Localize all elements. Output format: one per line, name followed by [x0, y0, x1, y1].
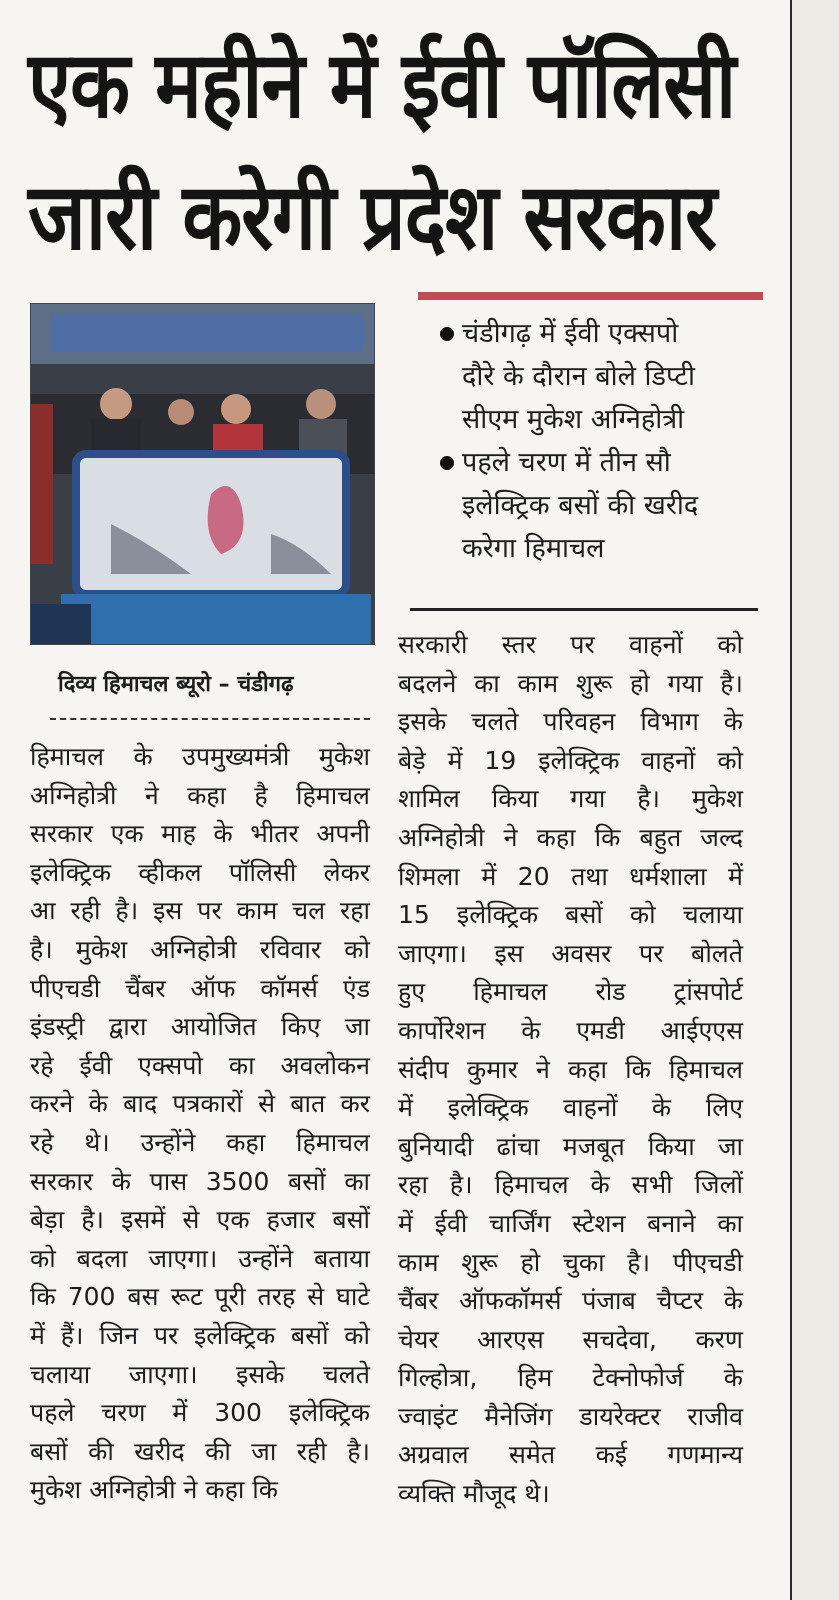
article-column-right — [398, 626, 743, 1514]
article-line: चलाया जाएगा। इसके चलते — [30, 1359, 370, 1389]
article-line: करने के बाद पत्रकारों से बात कर — [30, 1089, 370, 1119]
highlight-line: दौरे के दौरान बोले डिप्टी — [462, 361, 695, 392]
article-line: हिमाचल के उपमुख्यमंत्री मुकेश — [30, 742, 370, 771]
article-line: सरकारी स्तर पर वाहनों को — [398, 630, 743, 659]
headline-line-1: एक महीने में ईवी पॉलिसी — [28, 32, 736, 140]
article-line: गिल्होत्रा, हिम टेक्नोफोर्ज के — [398, 1363, 743, 1393]
article-line: इंडस्ट्री द्वारा आयोजित किए जा — [30, 1012, 370, 1042]
article-line: बेड़े में 19 इलेक्ट्रिक वाहनों को — [398, 745, 743, 775]
article-line: काम शुरू हो चुका है। पीएचडी — [398, 1247, 743, 1277]
article-line: इलेक्ट्रिक व्हीकल पॉलिसी लेकर — [30, 857, 370, 887]
article-line: सरकार एक माह के भीतर अपनी — [30, 819, 370, 849]
article-line: अग्निहोत्री ने कहा है हिमाचल — [30, 780, 370, 810]
article-line: अग्रवाल समेत कई गणमान्य — [398, 1440, 743, 1470]
bullet-icon — [440, 327, 454, 341]
headline-line-2: जारी करेगी प्रदेश सरकार — [28, 164, 717, 272]
article-line: में इलेक्ट्रिक वाहनों के लिए — [398, 1093, 743, 1123]
article-line: सरकार के पास 3500 बसों का — [30, 1166, 370, 1196]
article-line: व्यक्ति मौजूद थे। — [398, 1479, 550, 1509]
highlights — [438, 312, 758, 570]
article-line: बदलने का काम शुरू हो गया है। — [398, 668, 743, 698]
byline-divider — [50, 718, 370, 720]
byline: दिव्य हिमाचल ब्यूरो – चंडीगढ़ — [58, 672, 294, 697]
highlight-line: करेगा हिमाचल — [462, 533, 605, 564]
article-line: कार्पोरेशन के एमडी आईएएस — [398, 1015, 743, 1045]
article-line: बेड़ा है। इसमें से एक हजार बसों — [30, 1205, 370, 1235]
article-line: पीएचडी चैंबर ऑफ कॉमर्स एंड — [30, 973, 370, 1003]
article-line: इसके चलते परिवहन विभाग के — [398, 707, 743, 737]
headline — [28, 20, 768, 284]
highlight-item — [438, 441, 758, 570]
article-line: 15 इलेक्ट्रिक बसों को चलाया — [398, 900, 743, 930]
article-line: जाएगा। इस अवसर पर बोलते — [398, 938, 743, 968]
highlight-line: सीएम मुकेश अग्निहोत्री — [462, 404, 685, 435]
article-column-left — [30, 738, 370, 1510]
highlight-line: चंडीगढ़ में ईवी एक्सपो — [462, 318, 679, 349]
highlight-item — [438, 312, 758, 441]
article-line: आ रही है। इस पर काम चल रहा — [30, 896, 370, 926]
highlight-line: पहले चरण में तीन सौ — [462, 447, 671, 478]
article-line: कि 700 बस रूट पूरी तरह से घाटे — [30, 1282, 370, 1312]
article-line: रहे थे। उन्होंने कहा हिमाचल — [30, 1127, 370, 1157]
highlight-line: इलेक्ट्रिक बसों की खरीद — [462, 490, 699, 521]
article-line: शिमला में 20 तथा धर्मशाला में — [398, 861, 743, 891]
news-photo — [30, 303, 375, 645]
article-line: चैंबर ऑफकॉमर्स पंजाब चैप्टर के — [398, 1286, 743, 1316]
article-line: में ईवी चार्जिंग स्टेशन बनाने का — [398, 1208, 743, 1238]
article-line: बसों की खरीद की जा रही है। — [30, 1436, 370, 1466]
article-line: बुनियादी ढांचा मजबूत किया जा — [398, 1131, 743, 1161]
article-line: चेयर आरएस सचदेवा, करण — [398, 1324, 743, 1354]
article-line: हुए हिमाचल रोड ट्रांसपोर्ट — [398, 977, 743, 1007]
electric-vehicle-photo — [31, 304, 374, 644]
highlight-top-rule — [418, 292, 763, 300]
article-line: अग्निहोत्री ने कहा कि बहुत जल्द — [398, 822, 743, 852]
article-line: पहले चरण में 300 इलेक्ट्रिक — [30, 1398, 370, 1428]
article-line: रहे ईवी एक्सपो का अवलोकन — [30, 1050, 370, 1080]
article-line: संदीप कुमार ने कहा कि हिमाचल — [398, 1054, 743, 1084]
article-line: मुकेश अग्निहोत्री ने कहा कि — [30, 1475, 278, 1505]
article-line: को बदला जाएगा। उन्होंने बताया — [30, 1243, 370, 1273]
article-line: है। मुकेश अग्निहोत्री रविवार को — [30, 934, 370, 964]
article-line: शामिल किया गया है। मुकेश — [398, 784, 743, 814]
article-line: ज्वाइंट मैनेजिंग डायरेक्टर राजीव — [398, 1401, 743, 1431]
article-line: रहा है। हिमाचल के सभी जिलों — [398, 1170, 743, 1200]
highlight-bottom-rule — [410, 608, 758, 611]
page-margin — [792, 0, 839, 1600]
bullet-icon — [440, 456, 454, 470]
article-line: में हैं। जिन पर इलेक्ट्रिक बसों को — [30, 1320, 370, 1350]
